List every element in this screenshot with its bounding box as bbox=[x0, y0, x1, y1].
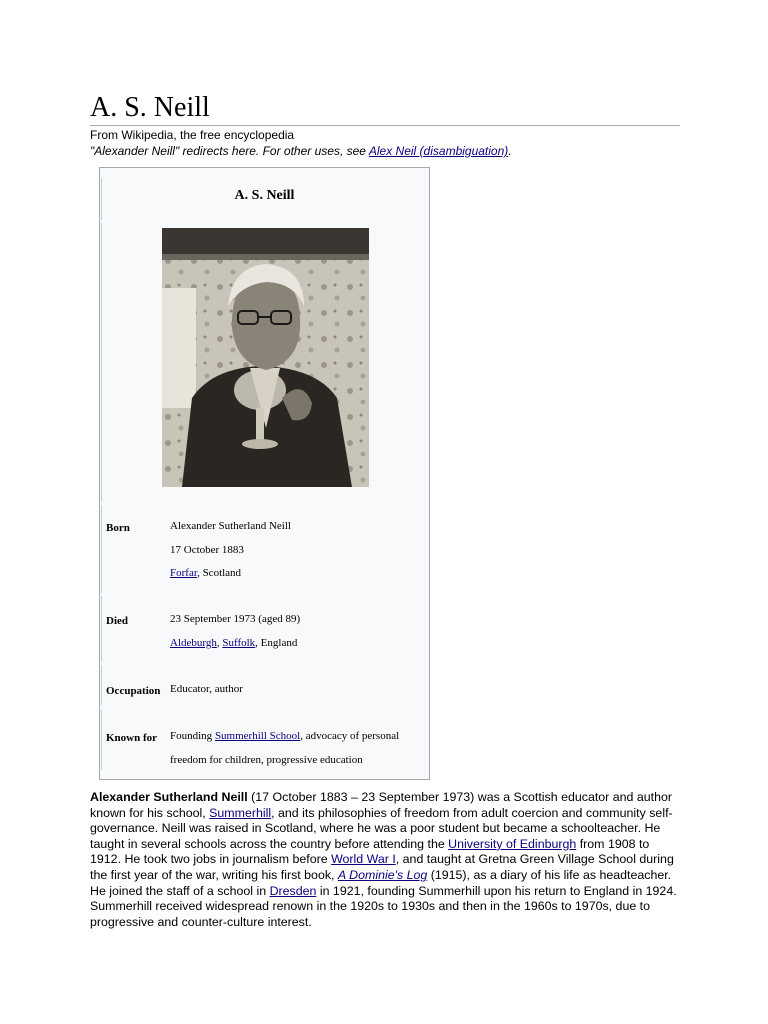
infobox-title: A. S. Neill bbox=[234, 188, 295, 203]
infobox-divider bbox=[101, 505, 102, 593]
lead-text: , and its philosophies of freedom from adult coercion and community self-governance. Neill was raised in Scotland, where he was a poor student but became a schoolteacher. He taught in several schools across the country before attending the bbox=[90, 805, 673, 851]
infobox-divider bbox=[101, 710, 102, 770]
infobox bbox=[99, 167, 430, 780]
page-title: A. S. Neill bbox=[90, 92, 210, 123]
lead-text: from 1908 to 1912. He took two jobs in journalism before bbox=[90, 836, 650, 867]
born-country: , Scotland bbox=[197, 567, 242, 579]
born-place bbox=[170, 562, 420, 586]
born-value bbox=[170, 515, 420, 586]
known-for-label: Known for bbox=[106, 732, 158, 744]
known-for-rest: , advocacy of personal freedom for children, progressive education bbox=[170, 730, 400, 766]
tagline: From Wikipedia, the free encyclopedia bbox=[90, 128, 295, 142]
portrait-illustration bbox=[162, 228, 369, 487]
disambiguation-link[interactable]: Alex Neil (disambiguation) bbox=[368, 144, 509, 158]
died-date: 23 September 1973 (aged 89) bbox=[170, 613, 301, 625]
aldeburgh-link[interactable]: Aldeburgh bbox=[170, 636, 217, 649]
died-label: Died bbox=[106, 615, 128, 627]
hatnote-suffix: . bbox=[508, 144, 512, 158]
died-value bbox=[170, 608, 420, 655]
died-country: , England bbox=[255, 636, 298, 649]
lead-text: (1915), as a diary of his life as headteacher. He joined the staff of a school in bbox=[90, 867, 672, 898]
lead-text: in 1921, founding Summerhill upon his return to England in 1924. Summerhill received widespread renown in the 1920s to 1930s and then in the 1960s to 1970s, due to progressive and counter-culture interest. bbox=[90, 883, 677, 929]
suffolk-link[interactable]: Suffolk bbox=[222, 636, 256, 649]
university-of-edinburgh-link[interactable]: University of Edinburgh bbox=[448, 836, 577, 851]
hatnote bbox=[90, 144, 512, 159]
infobox-divider bbox=[101, 596, 102, 661]
summerhill-link[interactable]: Summerhill bbox=[209, 805, 272, 820]
subject-name: Alexander Sutherland Neill bbox=[90, 790, 248, 804]
a-dominies-log-link[interactable]: A Dominie's Log bbox=[337, 867, 428, 882]
infobox-divider bbox=[101, 223, 102, 501]
world-war-i-link[interactable]: World War I bbox=[331, 852, 396, 867]
born-label: Born bbox=[106, 522, 130, 534]
born-name: Alexander Sutherland Neill bbox=[170, 520, 291, 532]
dresden-link[interactable]: Dresden bbox=[269, 883, 317, 898]
summerhill-school-link[interactable]: Summerhill School bbox=[214, 730, 301, 742]
title-divider bbox=[90, 125, 680, 126]
portrait-photo[interactable] bbox=[162, 228, 369, 487]
died-place bbox=[170, 632, 420, 656]
lead-text: , and taught at Gretna Green Village School during the first year of the war, writing his first book, bbox=[90, 852, 674, 882]
died-separator: , bbox=[216, 636, 223, 649]
infobox-divider bbox=[101, 665, 102, 705]
known-for-prefix: Founding bbox=[170, 730, 215, 742]
lead-text: (17 October 1883 – 23 September 1973) was a Scottish educator and author known for his school, bbox=[90, 790, 672, 820]
hatnote-prefix: "Alexander Neill" redirects here. For other uses, see bbox=[90, 144, 369, 158]
forfar-link[interactable]: Forfar bbox=[170, 567, 198, 579]
born-date: 17 October 1883 bbox=[170, 543, 244, 556]
known-for-value bbox=[170, 725, 415, 772]
lead-paragraph bbox=[90, 790, 680, 930]
occupation-label: Occupation bbox=[106, 685, 161, 697]
occupation-value: Educator, author bbox=[170, 683, 243, 695]
